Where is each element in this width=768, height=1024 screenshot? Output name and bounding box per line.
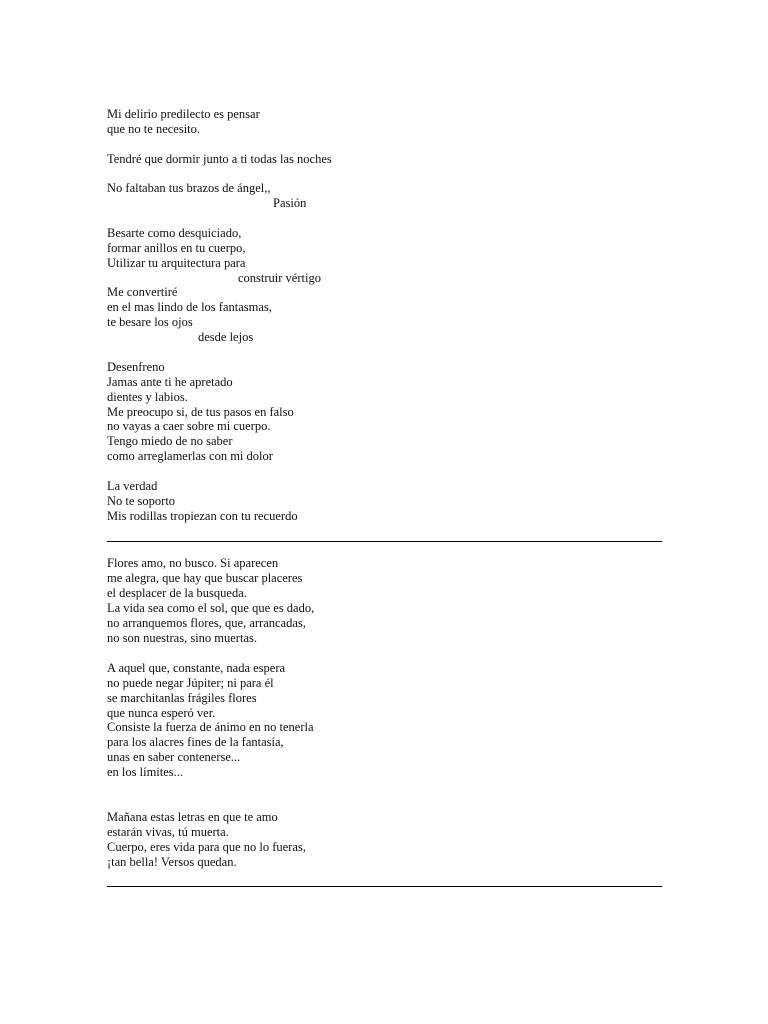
- poem-line: Mi delirio predilecto es pensar: [107, 107, 260, 121]
- poem-line: La vida sea como el sol, que que es dado,: [107, 601, 315, 615]
- poem-line: Jamas ante ti he apretado: [107, 375, 233, 389]
- poem-line: La verdad: [107, 479, 158, 493]
- poem-line: Desenfreno: [107, 360, 165, 374]
- poem-line: para los alacres fines de la fantasía,: [107, 735, 284, 749]
- section-divider: [107, 886, 662, 887]
- poem-line: dientes y labios.: [107, 390, 188, 404]
- poem-line: Pasión: [273, 196, 307, 210]
- poem-line: en el mas lindo de los fantasmas,: [107, 300, 272, 314]
- poem-line: Me preocupo si, de tus pasos en falso: [107, 405, 294, 419]
- poem-line: construir vértigo: [238, 271, 321, 285]
- poem-line: Besarte como desquiciado,: [107, 226, 242, 240]
- poem-line: A aquel que, constante, nada espera: [107, 661, 286, 675]
- poem-line: que nunca esperó ver.: [107, 706, 216, 720]
- poem-line: Consiste la fuerza de ánimo en no tenerla: [107, 720, 314, 734]
- poem-line: estarán vivas, tú muerta.: [107, 825, 229, 839]
- poem-line: no son nuestras, sino muertas.: [107, 631, 257, 645]
- poem-line: Mis rodillas tropiezan con tu recuerdo: [107, 509, 298, 523]
- poem-line: se marchitanlas frágiles flores: [107, 691, 257, 705]
- poem-line: Cuerpo, eres vida para que no lo fueras,: [107, 840, 306, 854]
- poem-line: Flores amo, no busco. Si aparecen: [107, 556, 279, 570]
- poem-line: Utilizar tu arquitectura para: [107, 256, 246, 270]
- poem-line: como arreglamerlas con mi dolor: [107, 449, 273, 463]
- poem-line: No te soporto: [107, 494, 176, 508]
- poem-line: formar anillos en tu cuerpo,: [107, 241, 246, 255]
- poem-line: en los límites...: [107, 765, 184, 779]
- poem-line: Tendré que dormir junto a ti todas las noches: [107, 152, 332, 166]
- poem-line: no arranquemos flores, que, arrancadas,: [107, 616, 306, 630]
- poem-line: no puede negar Júpiter; ni para él: [107, 676, 274, 690]
- poem-line: No faltaban tus brazos de ángel,,: [107, 181, 271, 195]
- poem-line: que no te necesito.: [107, 122, 201, 136]
- poem-line: Tengo miedo de no saber: [107, 434, 233, 448]
- poem-line: ¡tan bella! Versos quedan.: [107, 855, 237, 869]
- section-divider: [107, 541, 662, 542]
- poem-line: desde lejos: [198, 330, 254, 344]
- poem-line: no vayas a caer sobre mi cuerpo.: [107, 419, 271, 433]
- poem-line: el desplacer de la busqueda.: [107, 586, 247, 600]
- poem-line: te besare los ojos: [107, 315, 193, 329]
- poem-line: me alegra, que hay que buscar placeres: [107, 571, 303, 585]
- poem-line: Me convertiré: [107, 285, 178, 299]
- poem-line: Mañana estas letras en que te amo: [107, 810, 278, 824]
- poem-line: unas en saber contenerse...: [107, 750, 241, 764]
